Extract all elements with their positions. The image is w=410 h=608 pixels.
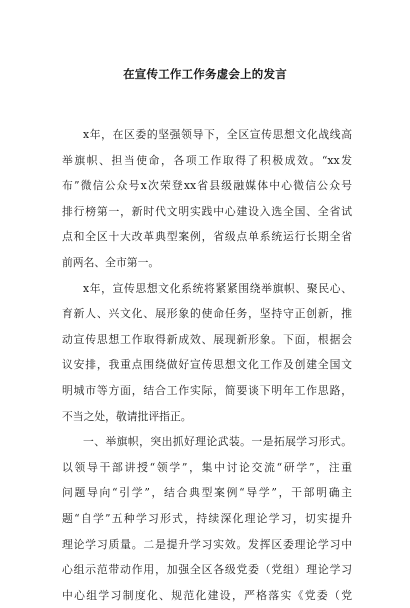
paragraph-line: 议安排，我重点围绕做好宣传思想文化工作及创建全国文: [62, 358, 352, 372]
paragraph-line: 理论学习质量。二是提升学习实效。发挥区委理论学习中: [62, 537, 352, 551]
paragraph-line: 以领导干部讲授“领学”，集中讨论交流“研学”，注重: [62, 460, 352, 474]
paragraph-line: 布”微信公众号x次荣登xx省县级融媒体中心微信公众号: [62, 179, 352, 193]
paragraph-line: x年，宣传思想文化系统将紧紧围绕举旗帜、聚民心、: [83, 281, 352, 295]
paragraph-line: 动宣传思想工作取得新成效、展现新形象。下面，根据会: [62, 332, 352, 346]
paragraph-line: 举旗帜、担当使命，各项工作取得了积极成效。“xx发: [62, 153, 352, 167]
document-title: 在宣传工作工作务虚会上的发言: [123, 67, 287, 81]
paragraph-line: 育新人、兴文化、展形象的使命任务，坚持守正创新，推: [62, 307, 352, 321]
paragraph-line: x年，在区委的坚强领导下，全区宣传思想文化战线高: [83, 128, 352, 141]
paragraph-line: 一、举旗帜，突出抓好理论武装。一是拓展学习形式。: [83, 435, 352, 449]
document-body: [62, 122, 352, 608]
paragraph-line: 不当之处，敬请批评指正。: [62, 409, 192, 423]
paragraph-line: 前两名、全市第一。: [62, 255, 160, 269]
paragraph-line: 中心组学习制度化、规范化建设，严格落实《党委（党: [62, 588, 352, 602]
paragraph-line: 排行榜第一，新时代文明实践中心建设入选全国、全省试: [62, 204, 352, 218]
paragraph-line: 心组示范带动作用，加强全区各级党委（党组）理论学习: [62, 563, 352, 577]
paragraph-line: 题“自学”五种学习形式，持续深化理论学习，切实提升: [62, 511, 352, 525]
paragraph-line: 明城市等方面，结合工作实际，简要谈下明年工作思路，: [62, 383, 352, 397]
paragraph-line: 问题导向“引学”，结合典型案例“导学”，干部明确主: [62, 486, 352, 500]
paragraph-line: 点和全区十大改革典型案例，省级点单系统运行长期全省: [62, 230, 352, 244]
